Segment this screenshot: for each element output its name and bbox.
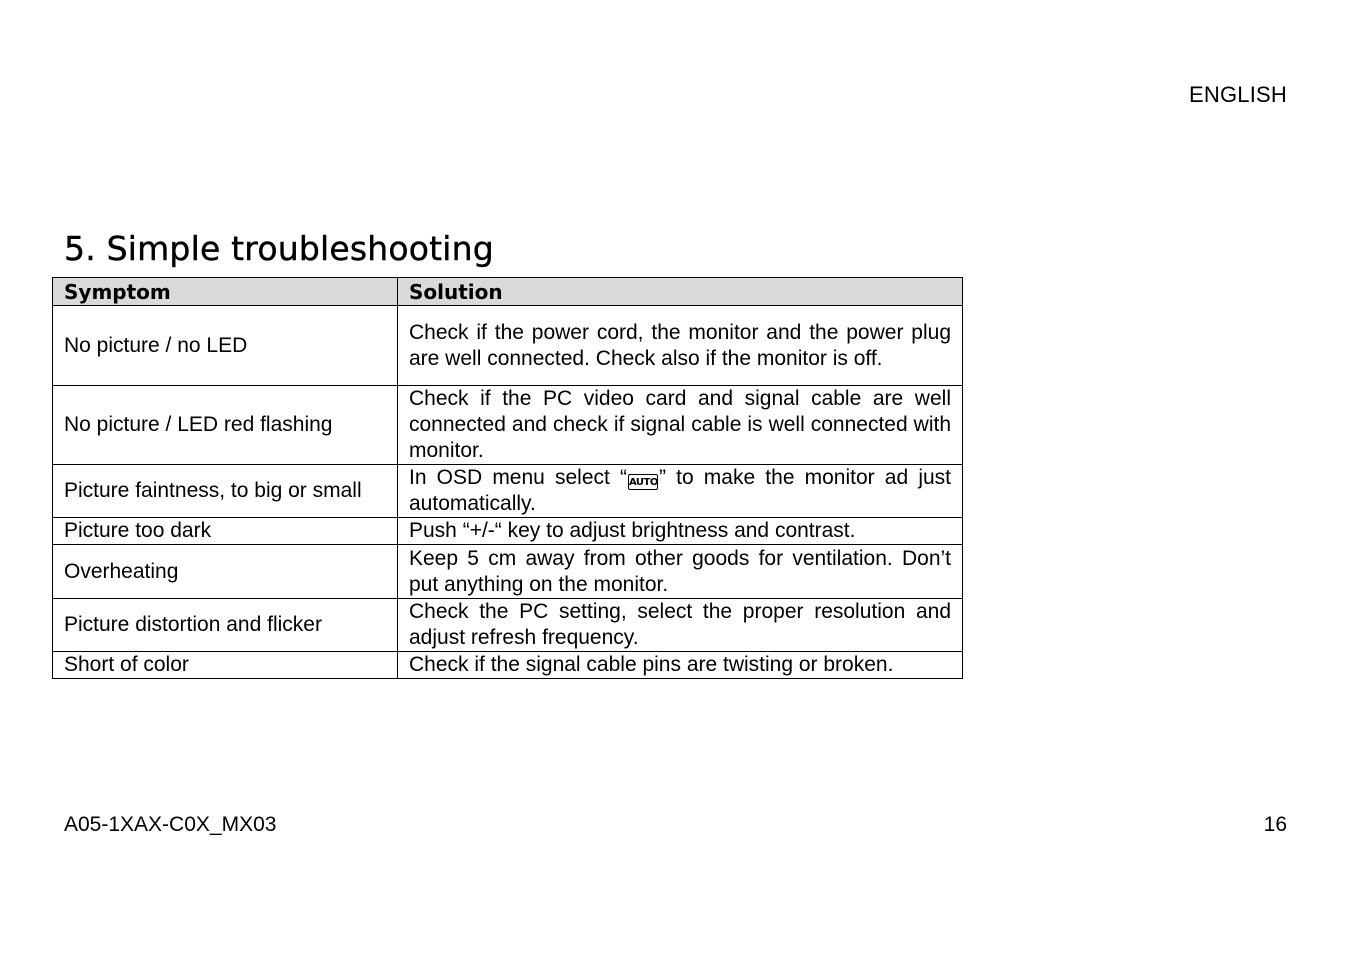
solution-cell: Push “+/-“ key to adjust brightness and contrast. <box>398 518 963 545</box>
solution-text-before-icon: In OSD menu select “ <box>409 466 627 489</box>
symptom-cell: Picture too dark <box>53 518 398 545</box>
document-code: A05-1XAX-C0X_MX03 <box>64 813 277 836</box>
table-row <box>53 465 963 518</box>
solution-cell: Check if the power cord, the monitor and the power plug are well connected. Check also if the monitor is off. <box>398 306 963 386</box>
solution-cell: Check the PC setting, select the proper resolution and adjust refresh frequency. <box>398 599 963 652</box>
symptom-cell: Picture faintness, to big or small <box>53 465 398 518</box>
auto-adjust-icon: AUTO <box>628 474 658 490</box>
solution-cell <box>398 465 963 518</box>
symptom-cell: No picture / LED red flashing <box>53 386 398 465</box>
table-row <box>53 599 963 652</box>
solution-cell: Keep 5 cm away from other goods for ventilation. Don’t put anything on the monitor. <box>398 545 963 599</box>
table-row <box>53 545 963 599</box>
solution-cell: Check if the PC video card and signal cable are well connected and check if signal cable is well connected with monitor. <box>398 386 963 465</box>
language-label: ENGLISH <box>1189 82 1287 107</box>
table-row <box>53 306 963 386</box>
table-header-row <box>53 278 963 306</box>
table-row <box>53 652 963 679</box>
solution-column-header: Solution <box>398 278 963 306</box>
troubleshooting-table <box>52 277 963 679</box>
symptom-cell: Picture distortion and flicker <box>53 599 398 652</box>
table-row <box>53 518 963 545</box>
page-number: 16 <box>1263 813 1287 836</box>
table-row <box>53 386 963 465</box>
symptom-cell: Overheating <box>53 545 398 599</box>
section-title: 5. Simple troubleshooting <box>64 229 494 268</box>
symptom-cell: No picture / no LED <box>53 306 398 386</box>
solution-text-after-icon: ” to make the monitor ad just automatically. <box>409 466 951 515</box>
symptom-cell: Short of color <box>53 652 398 679</box>
solution-cell: Check if the signal cable pins are twisting or broken. <box>398 652 963 679</box>
symptom-column-header: Symptom <box>53 278 398 306</box>
